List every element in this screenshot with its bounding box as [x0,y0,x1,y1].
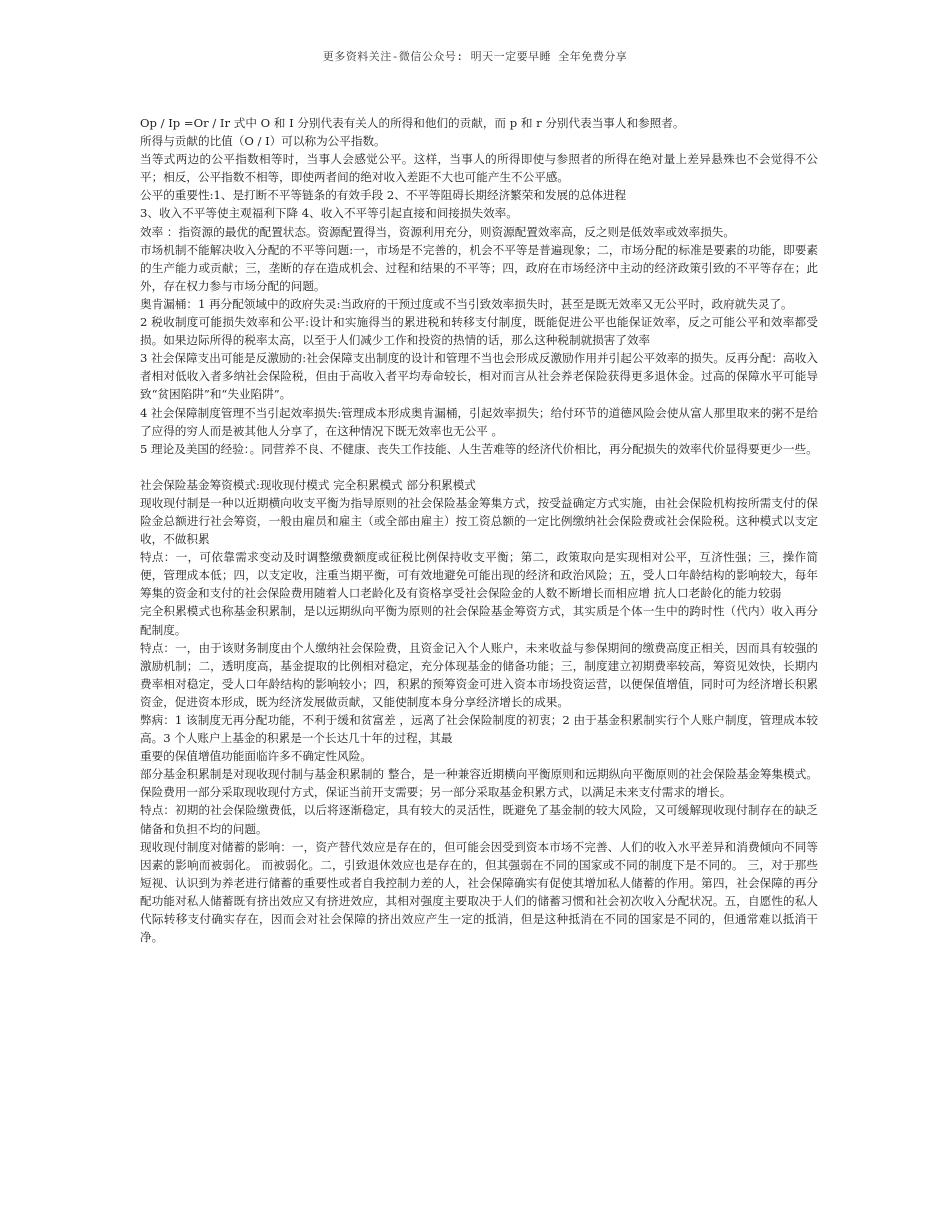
paragraph: 部分基金积累制是对现收现付制与基金积累制的 整合，是一种兼容近期横向平衡原则和远期纵向平衡原则的社会保险基金筹集模式。保险费用一部分采取现收现付方式，保证当前开支需要；另一部分采取基金积累方式，以满足未来支付需求的增长。 [140,767,818,800]
paragraph: 3、收入不平等使主观福利下降 4、收入不平等引起直接和间接损失效率。 [140,206,518,221]
section-gap [140,458,818,476]
paragraph: Op / Ip =Or / Ir 式中 O 和 I 分别代表有关人的所得和他们的贡献，而 p 和 r 分别代表当事人和参照者。 [140,116,685,130]
paragraph: 弊病：1 该制度无再分配功能，不利于缓和贫富差 ，远离了社会保险制度的初衷；2 由于基金积累制实行个人账户制度，管理成本较高。3 个人账户上基金的积累是一个长达几十年的过程，其最 [140,713,818,746]
paragraph: 特点：一，由于该财务制度由个人缴纳社会保险费，且资金记入个人账户，未来收益与参保期间的缴费高度正相关，因而具有较强的激励机制；二，透明度高，基金提取的比例相对稳定，充分体现基金的储备功能；三，制度建立初期费率较高，筹资见效快，长期内费率相对稳定，受人口年龄结构的影响较小；四，积累的预筹资金可进入资本市场投资运营，以便保值增值，同时可为经济增长积累资金，促进资本形成，既为经济发展做贡献，又能使制度本身分享经济增长的成果。 [140,640,818,709]
paragraph: 现收现付制是一种以近期横向收支平衡为指导原则的社会保险基金筹集方式，按受益确定方式实施，由社会保险机构按所需支付的保险金总额进行社会筹资，一般由雇员和雇主（或全部由雇主）按工资总额的一定比例缴纳社会保险费或社会保险税。这种模式以支定收，不做积累 [140,495,818,547]
paragraph: 当等式两边的公平指数相等时，当事人会感觉公平。这样，当事人的所得即使与参照者的所得在绝对量上差异悬殊也不会觉得不公平；相反，公平指数不相等，即使两者间的绝对收入差距不大也可能产生不公平感。 [140,152,818,185]
paragraph: 重要的保值增值功能面临许多不确定性风险。 [140,749,372,764]
paragraph: 奥肯漏桶：1 再分配领域中的政府失灵:当政府的干预过度或不当引致效率损失时，甚至是既无效率又无公平时，政府就失灵了。 [140,296,793,311]
paragraph: 特点：一，可依靠需求变动及时调整缴费额度或征税比例保持收支平衡；第二，政策取向是实现相对公平，互济性强；三，操作简便，管理成本低；四，以支定收，注重当期平衡，可有效地避免可能出现的经济和政治风险；五，受人口年龄结构的影响较大，每年筹集的资金和支付的社会保险费用随着人口老龄化及有资格享受社会保险金的人数不断增长而相应增 抗人口老龄化的能力较弱 [140,550,818,601]
paragraph: 现收现付制度对储蓄的影响：一，资产替代效应是存在的，但可能会因受到资本市场不完善、人们的收入水平差异和消费倾向不同等因素的影响而被弱化。 而被弱化。二，引致退休效应也是存在的，但其强弱在不同的国家或不同的制度下是不同的。 三，对于那些短视、认识到为养老进行储蓄的重要性或者自我控制力差的人，社会保障确实有促使其增加私人储蓄的作用。第四，社会保障的再分配功能对私人储蓄既有挤出效应又有挤进效应，其相对强度主要取决于人们的储蓄习惯和社会初次收入分配状况。五，自愿性的私人代际转移支付确实存在，因而会对社会保障的挤出效应产生一定的抵消，但是这种抵消在不同的国家是不同的，但通常难以抵消干净。 [140,839,818,945]
paragraph: 所得与贡献的比值（O / I）可以称为公平指数。 [140,134,386,149]
document-body [140,114,818,946]
paragraph: 市场机制不能解决收入分配的不平等问题:一，市场是不完善的，机会不平等是普遍现象；二，市场分配的标准是要素的功能，即要素的生产能力或贡献；三，垄断的存在造成机会、过程和结果的不平等；四，政府在市场经济中主动的经济政策引致的不平等存在；此外，存在权力参与市场分配的问题。 [140,242,818,293]
paragraph: 公平的重要性:1、是打断不平等链条的有效手段 2、不平等阻碍长期经济繁荣和发展的总体进程 [140,188,627,203]
paragraph: 完全积累模式也称基金积累制，是以远期纵向平衡为原则的社会保险基金筹资方式，其实质是个体一生中的跨时性（代内）收入再分配制度。 [140,604,818,637]
paragraph: 3 社会保障支出可能是反激励的:社会保障支出制度的设计和管理不当也会形成反激励作用并引起公平效率的损失。反再分配：高收入者相对低收入者多纳社会保险税，但由于高收入者平均寿命较长，相对而言从社会养老保险获得更多退休金。过高的保障水平可能导致“贫困陷阱”和“失业陷阱”。 [140,351,818,402]
page-header: 更多资料关注-微信公众号: 明天一定要早睡 全年免费分享 [322,50,628,63]
paragraph: 特点：初期的社会保险缴费低，以后将逐渐稳定，具有较大的灵活性，既避免了基金制的较大风险，又可缓解现收现付制存在的缺乏储备和负担不均的问题。 [140,803,818,836]
paragraph: 社会保险基金筹资模式:现收现付模式 完全积累模式 部分积累模式 [140,477,476,492]
paragraph: 2 税收制度可能损失效率和公平:设计和实施得当的累进税和转移支付制度，既能促进公平也能保证效率，反之可能公平和效率都受损。如果边际所得的税率太高，以至于人们减少工作和投资的热情的话，那么这种税制就损害了效率 [140,315,818,348]
paragraph: 4 社会保障制度管理不当引起效率损失:管理成本形成奥肯漏桶，引起效率损失；给付环节的道德风险会使从富人那里取来的粥不是给了应得的穷人而是被其他人分享了，在这种情况下既无效率也无公平 。 [140,405,818,438]
paragraph: 5 理论及美国的经验：。同营养不良、不健康、丧失工作技能、人生苦难等的经济代价相比，再分配损失的效率代价显得要更少一些。 [140,441,818,456]
paragraph: 效率 ：指资源的最优的配置状态。资源配置得当，资源利用充分，则资源配置效率高，反之则是低效率或效率损失。 [140,224,735,239]
